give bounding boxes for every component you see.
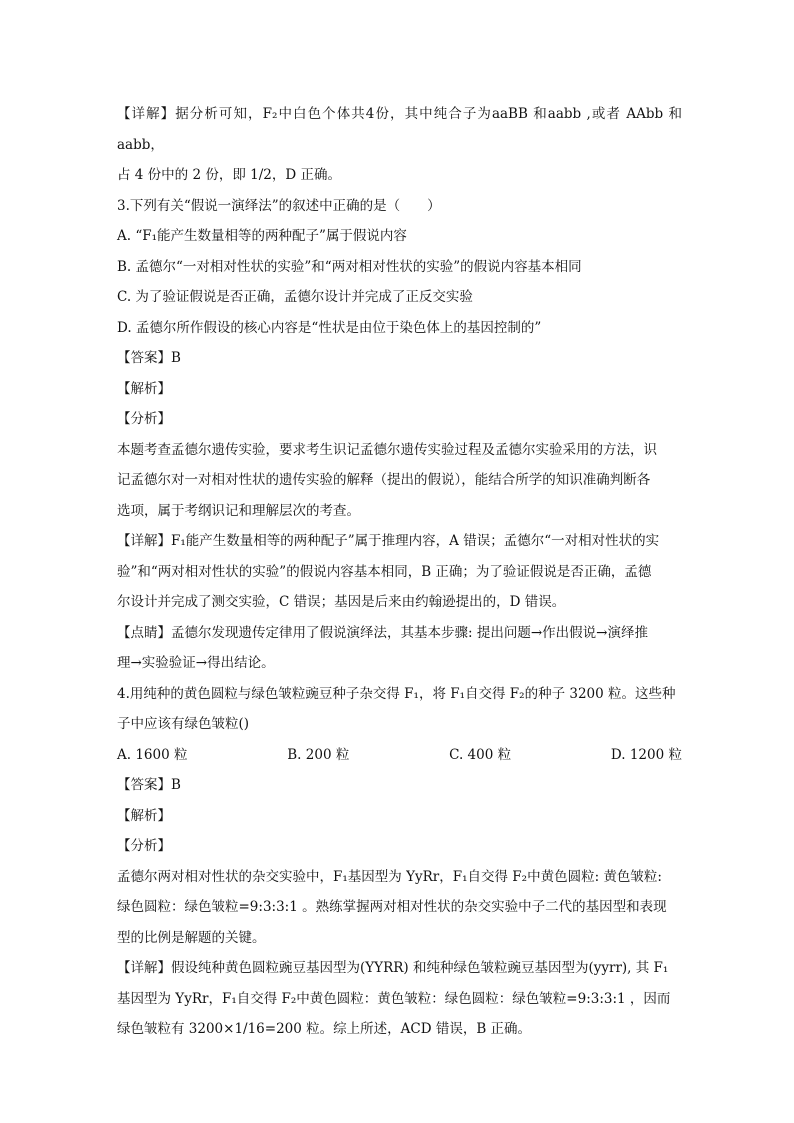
text-line: 【详解】F₁能产生数量相等的两种配子”属于推理内容，A 错误；孟德尔“一对相对性状的实	[117, 533, 660, 549]
text-line: 型的比例是解题的关键。	[117, 929, 266, 946]
question-3-option-a: A. “F₁能产生数量相等的两种配子”属于假说内容	[117, 228, 407, 244]
analysis-subheading: 【分析】	[117, 411, 171, 427]
text-line: 记孟德尔对一对相对性状的遗传实验的解释（提出的假说），能结合所学的知识准确判断各	[117, 472, 651, 488]
question-3-option-d: D. 孟德尔所作假设的核心内容是“性状是由位于染色体上的基因控制的”	[117, 319, 542, 336]
text-line: 选项，属于考纲识记和理解层次的考查。	[117, 502, 360, 519]
text-line: 尔设计并完成了测交实验，C 错误；基因是后来由约翰逊提出的，D 错误。	[117, 594, 566, 610]
analysis-subheading: 【分析】	[117, 838, 171, 854]
question-4-stem: 子中应该有绿色皱粒()	[117, 716, 250, 732]
text-line: 【详解】假设纯种黄色圆粒豌豆基因型为(YYRR) 和纯种绿色皱粒豌豆基因型为(yyrr), 其 F₁	[117, 960, 669, 976]
answer-label: 【答案】B	[117, 350, 181, 366]
question-4-option-c: C. 400 粒	[449, 746, 512, 763]
text-line: 占 4 份中的 2 份，即 1/2，D 正确。	[117, 167, 341, 183]
analysis-heading: 【解析】	[117, 380, 171, 397]
question-4-stem: 4.用纯种的黄色圆粒与绿色皱粒豌豆种子杂交得 F₁，将 F₁自交得 F₂的种子 3200 粒。这些种	[117, 685, 676, 702]
text-line: 绿色皱粒有 3200×1/16=200 粒。综上所述，ACD 错误，B 正确。	[117, 1021, 532, 1037]
text-line: 孟德尔两对相对性状的杂交实验中，F₁基因型为 YyRr，F₁自交得 F₂中黄色圆粒: 黄色皱粒:	[117, 868, 662, 885]
text-line: 验”和“两对相对性状的实验”的假说内容基本相同，B 正确；为了验证假说是否正确，孟德	[117, 563, 652, 580]
text-line: 【详解】据分析可知，F₂中白色个体共4份，其中纯合子为aaBB 和aabb ,或者 AAbb 和aabb，	[117, 106, 682, 153]
text-line: 【点睛】孟德尔发现遗传定律用了假说演绎法，其基本步骤: 提出问题→作出假说→演绎推	[117, 624, 648, 641]
analysis-heading: 【解析】	[117, 807, 171, 824]
question-3-option-b: B. 孟德尔“一对相对性状的实验”和“两对相对性状的实验”的假说内容基本相同	[117, 258, 582, 275]
question-4-option-b: B. 200 粒	[287, 746, 350, 763]
question-3-stem: 3.下列有关“假说一演绎法”的叙述中正确的是（ ）	[117, 197, 441, 214]
text-line: 本题考查孟德尔遗传实验，要求考生识记孟德尔遗传实验过程及孟德尔实验采用的方法，识	[117, 441, 657, 458]
document-page	[117, 99, 682, 1045]
answer-label: 【答案】B	[117, 777, 181, 793]
text-line: 理→实验验证→得出结论。	[117, 655, 275, 671]
text-line: 绿色圆粒：绿色皱粒=9:3:3:1 。熟练掌握两对相对性状的杂交实验中子二代的基因型和表现	[117, 899, 667, 915]
question-3-option-c: C. 为了验证假说是否正确，孟德尔设计并完成了正反交实验	[117, 289, 473, 305]
question-4-option-a: A. 1600 粒	[117, 746, 188, 763]
question-4-options	[117, 740, 682, 771]
text-line: 基因型为 YyRr，F₁自交得 F₂中黄色圆粒：黄色皱粒：绿色圆粒：绿色皱粒=9:3:3:1 ，因而	[117, 990, 671, 1007]
question-4-option-d: D. 1200 粒	[610, 746, 682, 763]
